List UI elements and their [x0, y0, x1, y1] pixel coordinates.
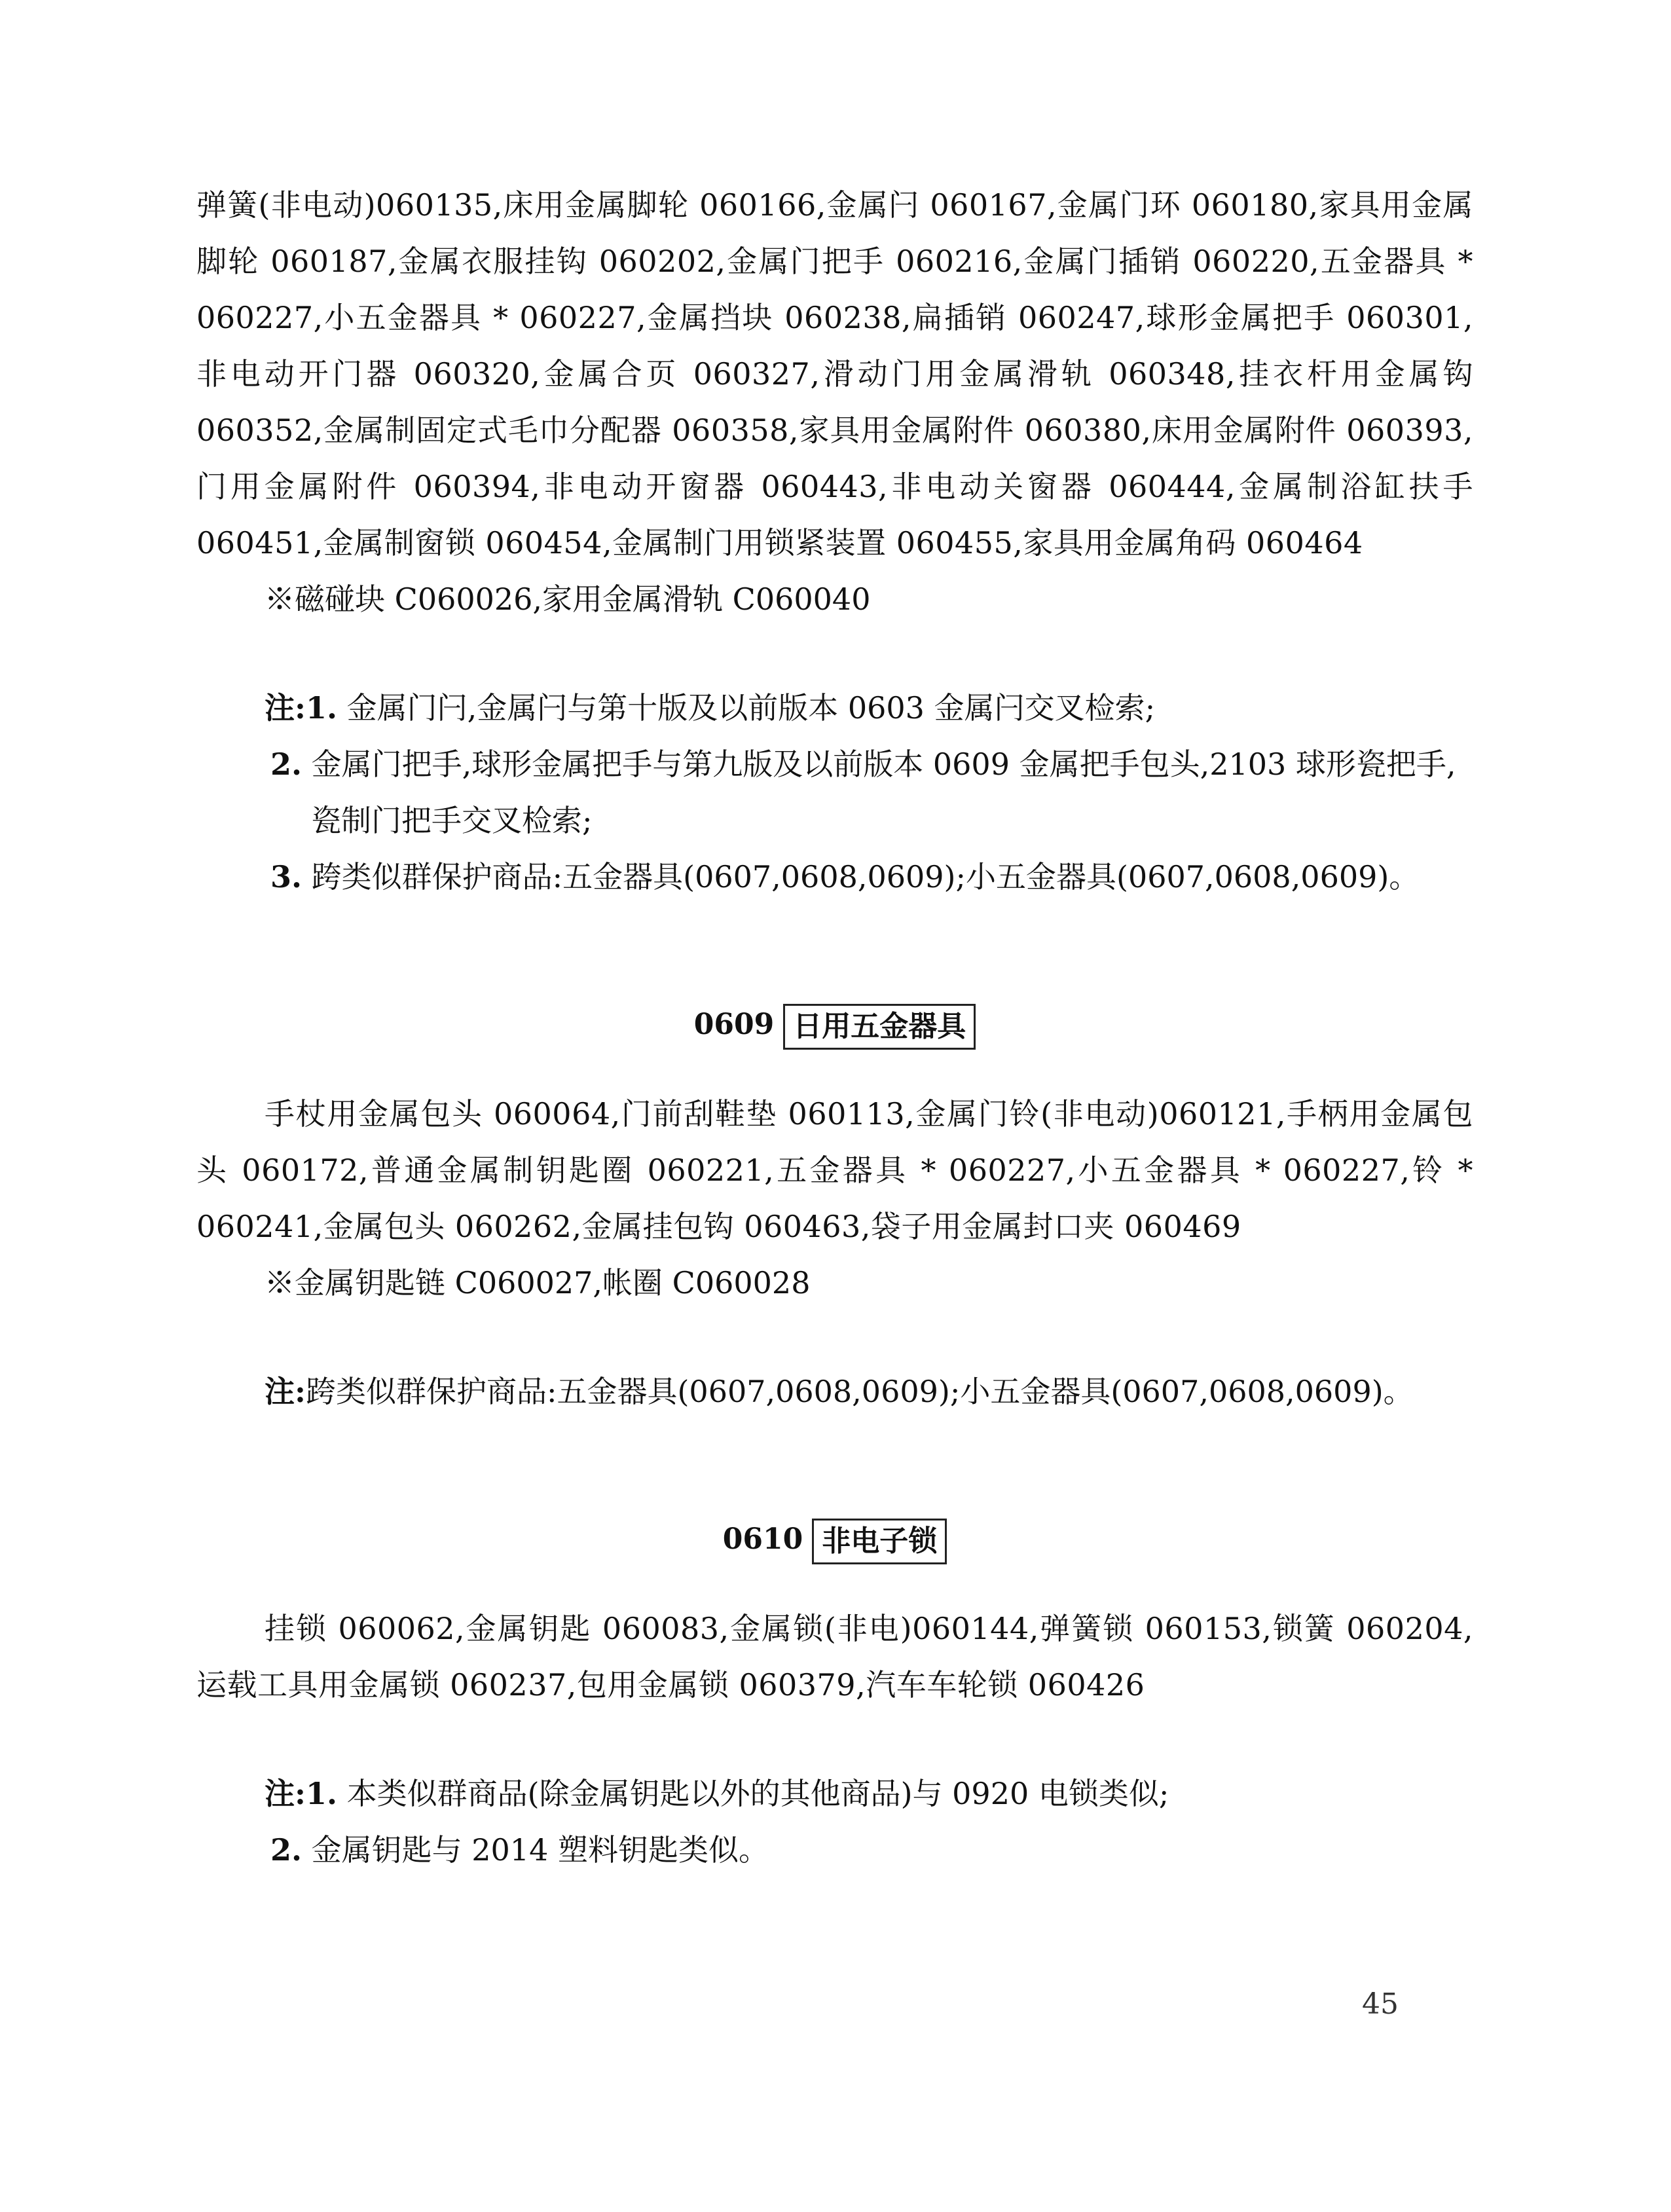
note-label: 注:: [265, 1776, 306, 1811]
section-0608-note-3: [196, 849, 1473, 905]
section-0608-note-1: [196, 680, 1473, 736]
page-number: 45: [1362, 1987, 1399, 2021]
section-0610-heading: [196, 1511, 1473, 1568]
section-0609-body: 手杖用金属包头 060064,门前刮鞋垫 060113,金属门铃(非电动)060121,手柄用金属包头 060172,普通金属制钥匙圈 060221,五金器具 * 060227,小五金器具 * 060227,铃 * 060241,金属包头 060262,金属挂包钩 060463,袋子用金属封口夹 060469: [196, 1096, 1473, 1244]
section-title: 非电子锁: [812, 1519, 947, 1564]
section-0609-extra: ※金属钥匙链 C060027,帐圈 C060028: [265, 1265, 811, 1300]
section-code: 0609: [693, 1008, 775, 1041]
note-text: 金属门把手,球形金属把手与第九版及以前版本 0609 金属把手包头,2103 球形瓷把手,瓷制门把手交叉检索;: [311, 747, 1456, 838]
note-number: 1.: [305, 1776, 338, 1811]
note-text: 跨类似群保护商品:五金器具(0607,0608,0609);小五金器具(0607,0608,0609)。: [305, 1374, 1414, 1409]
section-0608-body: 弹簧(非电动)060135,床用金属脚轮 060166,金属闩 060167,金属门环 060180,家具用金属脚轮 060187,金属衣服挂钩 060202,金属门把手 060216,金属门插销 060220,五金器具 * 060227,小五金器具 * 060227,金属挡块 060238,扁插销 060247,球形金属把手 060301,非电动开门器 060320,金属合页 060327,滑动门用金属滑轨 060348,挂衣杆用金属钩 060352,金属制固定式毛巾分配器 060358,家具用金属附件 060380,床用金属附件 060393,门用金属附件 060394,非电动开窗器 060443,非电动关窗器 060444,金属制浴缸扶手 060451,金属制窗锁 060454,金属制门用锁紧装置 060455,家具用金属角码 060464: [196, 187, 1474, 561]
note-label: 注:: [265, 1374, 306, 1409]
note-text: 本类似群商品(除金属钥匙以外的其他商品)与 0920 电锁类似;: [346, 1776, 1169, 1811]
note-text: 跨类似群保护商品:五金器具(0607,0608,0609);小五金器具(0607,0608,0609)。: [311, 859, 1420, 894]
note-label: 注:: [265, 690, 306, 726]
section-0610-note-2: [196, 1822, 1473, 1878]
note-number: 3.: [270, 859, 303, 894]
section-0610-body: 挂锁 060062,金属钥匙 060083,金属锁(非电)060144,弹簧锁 060153,锁簧 060204,运载工具用金属锁 060237,包用金属锁 060379,汽车车轮锁 060426: [196, 1611, 1473, 1703]
section-0609-note: [196, 1363, 1473, 1420]
section-0608-extra: ※磁碰块 C060026,家用金属滑轨 C060040: [265, 581, 871, 617]
note-number: 1.: [305, 690, 338, 726]
section-0608-note-2: [196, 736, 1473, 849]
section-0609-heading: [196, 997, 1473, 1053]
section-code: 0610: [722, 1522, 803, 1556]
note-text: 金属门闩,金属闩与第十版及以前版本 0603 金属闩交叉检索;: [346, 690, 1156, 726]
note-text: 金属钥匙与 2014 塑料钥匙类似。: [311, 1832, 769, 1868]
section-0610-note-1: [196, 1765, 1473, 1822]
note-number: 2.: [270, 747, 303, 782]
page-content: [196, 177, 1473, 1878]
section-title: 日用五金器具: [783, 1004, 976, 1050]
note-number: 2.: [270, 1832, 303, 1868]
